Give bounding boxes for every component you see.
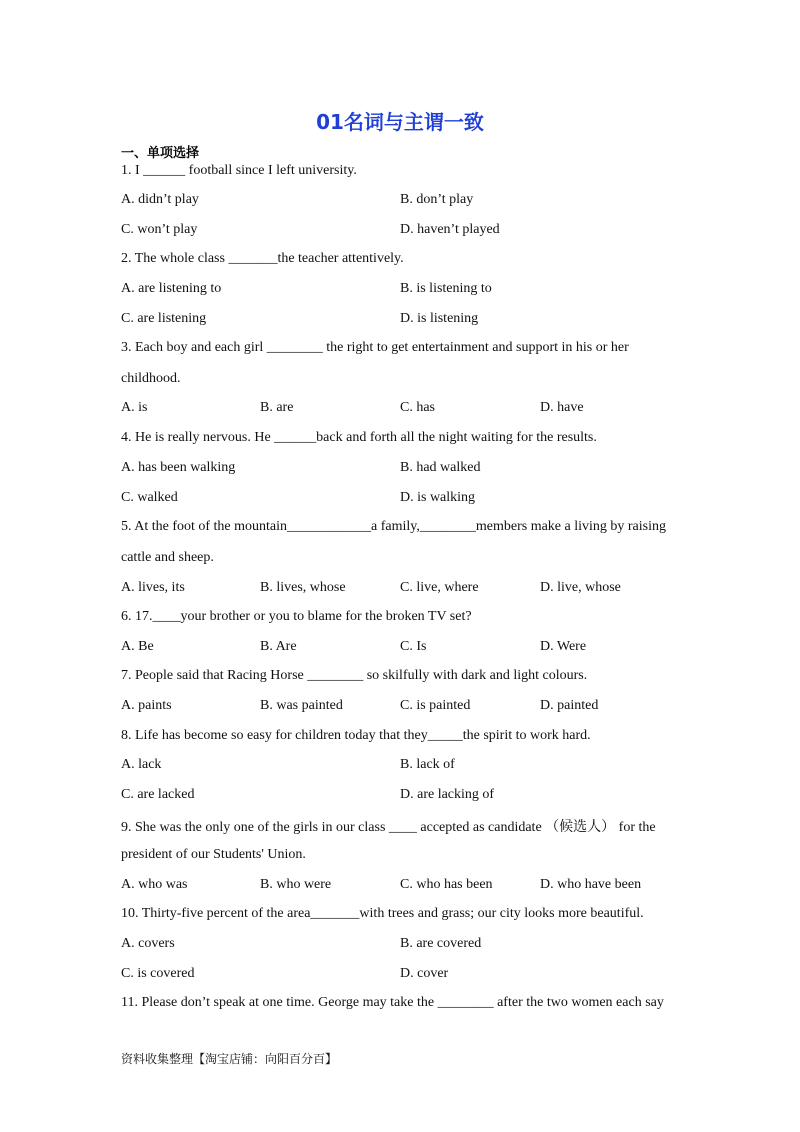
question-2-option-d: D. is listening: [400, 311, 479, 326]
question-7-option-a: A. paints: [121, 698, 172, 713]
question-2-text: 2. The whole class _______the teacher attentively.: [121, 251, 404, 266]
question-10-option-c: C. is covered: [121, 966, 195, 981]
question-6-option-c: C. Is: [400, 639, 427, 654]
question-10-option-b: B. are covered: [400, 936, 482, 951]
question-6-option-b: B. Are: [260, 639, 297, 654]
page-title: 01名词与主谓一致: [316, 110, 484, 134]
question-4-option-a: A. has been walking: [121, 460, 236, 475]
question-8-option-d: D. are lacking of: [400, 787, 495, 802]
question-9-option-a: A. who was: [121, 877, 188, 892]
question-4-option-d: D. is walking: [400, 490, 476, 505]
question-9-option-c: C. who has been: [400, 877, 493, 892]
question-5-text-cont: cattle and sheep.: [121, 550, 214, 565]
question-2-option-c: C. are listening: [121, 311, 207, 326]
question-6-option-d: D. Were: [540, 639, 587, 654]
question-4-option-b: B. had walked: [400, 460, 481, 475]
question-8-option-c: C. are lacked: [121, 787, 195, 802]
question-10-option-a: A. covers: [121, 936, 175, 951]
question-10-option-d: D. cover: [400, 966, 449, 981]
question-7-option-c: C. is painted: [400, 698, 471, 713]
question-1-option-c: C. won’t play: [121, 222, 198, 237]
question-2-option-b: B. is listening to: [400, 281, 492, 296]
question-3-option-a: A. is: [121, 400, 148, 415]
question-3-option-d: D. have: [540, 400, 584, 415]
question-4-text: 4. He is really nervous. He ______back and forth all the night waiting for the results.: [121, 430, 597, 445]
section-heading: 一、单项选择: [121, 146, 200, 161]
question-3-option-c: C. has: [400, 400, 435, 415]
question-1-option-d: D. haven’t played: [400, 222, 500, 237]
question-9-option-d: D. who have been: [540, 877, 642, 892]
question-7-option-b: B. was painted: [260, 698, 343, 713]
question-6-option-a: A. Be: [121, 639, 154, 654]
question-10-text: 10. Thirty-five percent of the area_______with trees and grass; our city looks more beautiful.: [121, 906, 644, 921]
question-3-text: 3. Each boy and each girl ________ the right to get entertainment and support in his or her: [121, 340, 629, 355]
question-1-option-a: A. didn’t play: [121, 192, 199, 207]
question-8-option-a: A. lack: [121, 757, 162, 772]
question-6-text: 6. 17.____your brother or you to blame for the broken TV set?: [121, 609, 472, 624]
question-1-text: 1. I ______ football since I left university.: [121, 163, 357, 178]
question-3-option-b: B. are: [260, 400, 294, 415]
question-3-text-cont: childhood.: [121, 371, 181, 386]
question-7-option-d: D. painted: [540, 698, 599, 713]
question-5-option-c: C. live, where: [400, 580, 479, 595]
page-footer: 资料收集整理【淘宝店铺：向阳百分百】: [121, 1052, 338, 1066]
question-11-text: 11. Please don’t speak at one time. George may take the ________ after the two women each say: [121, 995, 664, 1010]
question-5-text: 5. At the foot of the mountain____________a family,________members make a living by raising: [121, 519, 667, 534]
question-1-option-b: B. don’t play: [400, 192, 474, 207]
question-8-option-b: B. lack of: [400, 757, 455, 772]
question-9-option-b: B. who were: [260, 877, 332, 892]
question-2-option-a: A. are listening to: [121, 281, 222, 296]
question-4-option-c: C. walked: [121, 490, 178, 505]
question-8-text: 8. Life has become so easy for children today that they_____the spirit to work hard.: [121, 728, 591, 743]
question-9-text-cont: president of our Students' Union.: [121, 847, 306, 862]
question-9-text: 9. She was the only one of the girls in our class ____ accepted as candidate （候选人） for the: [121, 820, 656, 835]
question-7-text: 7. People said that Racing Horse ________ so skilfully with dark and light colours.: [121, 668, 588, 683]
question-5-option-d: D. live, whose: [540, 580, 621, 595]
question-5-option-b: B. lives, whose: [260, 580, 346, 595]
question-5-option-a: A. lives, its: [121, 580, 185, 595]
